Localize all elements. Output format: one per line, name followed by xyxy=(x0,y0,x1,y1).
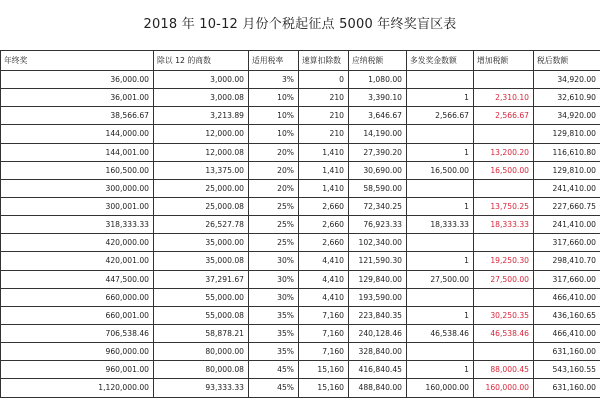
table-cell: 16,500.00 xyxy=(407,161,474,179)
table-cell: 35% xyxy=(249,343,299,361)
table-cell: 240,128.46 xyxy=(349,324,407,342)
header-cell: 多发奖金数额 xyxy=(407,51,474,71)
table-cell: 210 xyxy=(299,125,349,143)
table-cell: 80,000.00 xyxy=(154,343,249,361)
header-row xyxy=(1,51,600,71)
table-cell: 35% xyxy=(249,324,299,342)
table-cell: 25% xyxy=(249,234,299,252)
table-cell: 1,410 xyxy=(299,143,349,161)
table-cell: 3,646.67 xyxy=(349,107,407,125)
table-cell: 420,001.00 xyxy=(1,252,154,270)
table-cell: 1,120,000.00 xyxy=(1,379,154,397)
table-cell: 706,538.46 xyxy=(1,324,154,342)
table-cell: 13,750.25 xyxy=(474,197,534,215)
header-cell: 适用税率 xyxy=(249,51,299,71)
table-cell: 32,610.90 xyxy=(534,89,600,107)
table-cell xyxy=(407,288,474,306)
table-cell: 16,500.00 xyxy=(474,161,534,179)
table-cell xyxy=(407,179,474,197)
table-cell: 10% xyxy=(249,107,299,125)
header-cell: 年终奖 xyxy=(1,51,154,71)
table-cell xyxy=(474,179,534,197)
table-cell: 14,190.00 xyxy=(349,125,407,143)
table-cell: 543,160.55 xyxy=(534,361,600,379)
table-cell: 35,000.00 xyxy=(154,234,249,252)
table-cell: 34,920.00 xyxy=(534,107,600,125)
table-cell: 144,001.00 xyxy=(1,143,154,161)
table-cell: 241,410.00 xyxy=(534,216,600,234)
table-cell: 300,000.00 xyxy=(1,179,154,197)
table-cell: 2,660 xyxy=(299,216,349,234)
table-cell: 0 xyxy=(299,71,349,89)
table-cell: 93,333.33 xyxy=(154,379,249,397)
table-cell: 13,200.20 xyxy=(474,143,534,161)
table-cell: 30% xyxy=(249,270,299,288)
table-cell xyxy=(474,125,534,143)
table-cell: 37,291.67 xyxy=(154,270,249,288)
table-cell: 3,213.89 xyxy=(154,107,249,125)
table-cell: 15,160 xyxy=(299,361,349,379)
table-cell: 20% xyxy=(249,179,299,197)
table-cell: 12,000.00 xyxy=(154,125,249,143)
table-cell: 129,810.00 xyxy=(534,161,600,179)
table-cell: 30,250.35 xyxy=(474,306,534,324)
table-cell: 317,660.00 xyxy=(534,234,600,252)
table-cell: 3,000.08 xyxy=(154,89,249,107)
table-cell: 2,660 xyxy=(299,197,349,215)
table-cell xyxy=(474,288,534,306)
table-cell: 4,410 xyxy=(299,270,349,288)
table-cell: 210 xyxy=(299,89,349,107)
table-row xyxy=(1,71,600,89)
table-cell: 76,923.33 xyxy=(349,216,407,234)
table-cell: 88,000.45 xyxy=(474,361,534,379)
table-cell: 1,410 xyxy=(299,179,349,197)
table-cell: 45% xyxy=(249,361,299,379)
table-cell: 4,410 xyxy=(299,252,349,270)
table-cell: 631,160.00 xyxy=(534,343,600,361)
table-cell xyxy=(407,343,474,361)
table-cell: 72,340.25 xyxy=(349,197,407,215)
table-cell: 4,410 xyxy=(299,288,349,306)
table-cell xyxy=(407,234,474,252)
table-cell: 25,000.00 xyxy=(154,179,249,197)
table-cell: 488,840.00 xyxy=(349,379,407,397)
table-cell: 46,538.46 xyxy=(474,324,534,342)
table-cell: 121,590.30 xyxy=(349,252,407,270)
table-row xyxy=(1,324,600,342)
table-cell: 960,000.00 xyxy=(1,343,154,361)
table-cell: 35,000.08 xyxy=(154,252,249,270)
table-cell: 317,660.00 xyxy=(534,270,600,288)
table-cell: 660,001.00 xyxy=(1,306,154,324)
table-cell xyxy=(407,125,474,143)
table-cell: 27,500.00 xyxy=(407,270,474,288)
table-cell: 223,840.35 xyxy=(349,306,407,324)
table-cell: 20% xyxy=(249,143,299,161)
table-cell: 7,160 xyxy=(299,343,349,361)
table-cell: 328,840.00 xyxy=(349,343,407,361)
table-cell: 26,527.78 xyxy=(154,216,249,234)
table-cell: 25% xyxy=(249,197,299,215)
table-cell: 10% xyxy=(249,89,299,107)
table-cell: 447,500.00 xyxy=(1,270,154,288)
table-cell: 7,160 xyxy=(299,324,349,342)
table-cell: 30,690.00 xyxy=(349,161,407,179)
table-cell: 129,810.00 xyxy=(534,125,600,143)
table-cell: 420,000.00 xyxy=(1,234,154,252)
table-cell: 1 xyxy=(407,361,474,379)
table-cell: 18,333.33 xyxy=(407,216,474,234)
table-cell: 7,160 xyxy=(299,306,349,324)
table-row xyxy=(1,107,600,125)
table-cell xyxy=(407,71,474,89)
table-cell: 1 xyxy=(407,89,474,107)
table-cell: 102,340.00 xyxy=(349,234,407,252)
table-cell: 3,390.10 xyxy=(349,89,407,107)
table-cell xyxy=(474,71,534,89)
table-cell: 466,410.00 xyxy=(534,324,600,342)
table-cell: 2,310.10 xyxy=(474,89,534,107)
table-cell: 35% xyxy=(249,306,299,324)
table-cell: 129,840.00 xyxy=(349,270,407,288)
table-cell: 116,610.80 xyxy=(534,143,600,161)
table-cell: 13,375.00 xyxy=(154,161,249,179)
table-cell: 631,160.00 xyxy=(534,379,600,397)
table-row xyxy=(1,306,600,324)
table-cell: 1 xyxy=(407,143,474,161)
table-cell: 3,000.00 xyxy=(154,71,249,89)
table-cell: 144,000.00 xyxy=(1,125,154,143)
table-cell: 20% xyxy=(249,161,299,179)
table-row xyxy=(1,161,600,179)
table-cell: 1 xyxy=(407,197,474,215)
table-cell: 160,000.00 xyxy=(407,379,474,397)
table-cell: 55,000.08 xyxy=(154,306,249,324)
bonus-tax-table xyxy=(0,50,600,398)
table-cell: 298,410.70 xyxy=(534,252,600,270)
table-row xyxy=(1,89,600,107)
page-title: 2018 年 10-12 月份个税起征点 5000 年终奖盲区表 xyxy=(143,17,457,32)
table-row xyxy=(1,361,600,379)
table-row xyxy=(1,288,600,306)
table-cell: 1 xyxy=(407,306,474,324)
header-cell: 应纳税额 xyxy=(349,51,407,71)
table-row xyxy=(1,270,600,288)
table-row xyxy=(1,143,600,161)
table-cell: 34,920.00 xyxy=(534,71,600,89)
header-cell: 增加税额 xyxy=(474,51,534,71)
table-cell xyxy=(474,343,534,361)
table-cell: 193,590.00 xyxy=(349,288,407,306)
table-cell: 466,410.00 xyxy=(534,288,600,306)
table-cell: 27,500.00 xyxy=(474,270,534,288)
table-row xyxy=(1,343,600,361)
table-cell: 2,566.67 xyxy=(474,107,534,125)
table-cell: 18,333.33 xyxy=(474,216,534,234)
table-cell: 25,000.08 xyxy=(154,197,249,215)
table-cell: 45% xyxy=(249,379,299,397)
table-row xyxy=(1,216,600,234)
table-cell: 960,001.00 xyxy=(1,361,154,379)
table-cell: 160,500.00 xyxy=(1,161,154,179)
table-cell: 30% xyxy=(249,288,299,306)
table-cell: 1,080.00 xyxy=(349,71,407,89)
table-cell: 25% xyxy=(249,216,299,234)
table-row xyxy=(1,252,600,270)
table-cell: 210 xyxy=(299,107,349,125)
table-cell: 38,566.67 xyxy=(1,107,154,125)
table-row xyxy=(1,197,600,215)
table-cell: 46,538.46 xyxy=(407,324,474,342)
table-cell: 36,000.00 xyxy=(1,71,154,89)
table-cell: 15,160 xyxy=(299,379,349,397)
table-cell: 12,000.08 xyxy=(154,143,249,161)
table-cell: 160,000.00 xyxy=(474,379,534,397)
table-cell: 30% xyxy=(249,252,299,270)
table-cell: 1 xyxy=(407,252,474,270)
table-cell: 436,160.65 xyxy=(534,306,600,324)
table-cell: 58,878.21 xyxy=(154,324,249,342)
table-cell: 318,333.33 xyxy=(1,216,154,234)
table-cell: 227,660.75 xyxy=(534,197,600,215)
table-row xyxy=(1,179,600,197)
table-cell: 300,001.00 xyxy=(1,197,154,215)
table-row xyxy=(1,234,600,252)
table-cell: 1,410 xyxy=(299,161,349,179)
table-cell: 10% xyxy=(249,125,299,143)
table-cell: 416,840.45 xyxy=(349,361,407,379)
table-cell xyxy=(474,234,534,252)
table-cell: 55,000.00 xyxy=(154,288,249,306)
table-row xyxy=(1,379,600,397)
table-cell: 36,001.00 xyxy=(1,89,154,107)
table-cell: 80,000.08 xyxy=(154,361,249,379)
header-cell: 速算扣除数 xyxy=(299,51,349,71)
table-cell: 58,590.00 xyxy=(349,179,407,197)
table-cell: 3% xyxy=(249,71,299,89)
table-cell: 27,390.20 xyxy=(349,143,407,161)
table-cell: 19,250.30 xyxy=(474,252,534,270)
table-row xyxy=(1,125,600,143)
table-cell: 2,660 xyxy=(299,234,349,252)
table-cell: 2,566.67 xyxy=(407,107,474,125)
table-cell: 241,410.00 xyxy=(534,179,600,197)
header-cell: 税后数额 xyxy=(534,51,600,71)
header-cell: 除以 12 的商数 xyxy=(154,51,249,71)
table-cell: 660,000.00 xyxy=(1,288,154,306)
